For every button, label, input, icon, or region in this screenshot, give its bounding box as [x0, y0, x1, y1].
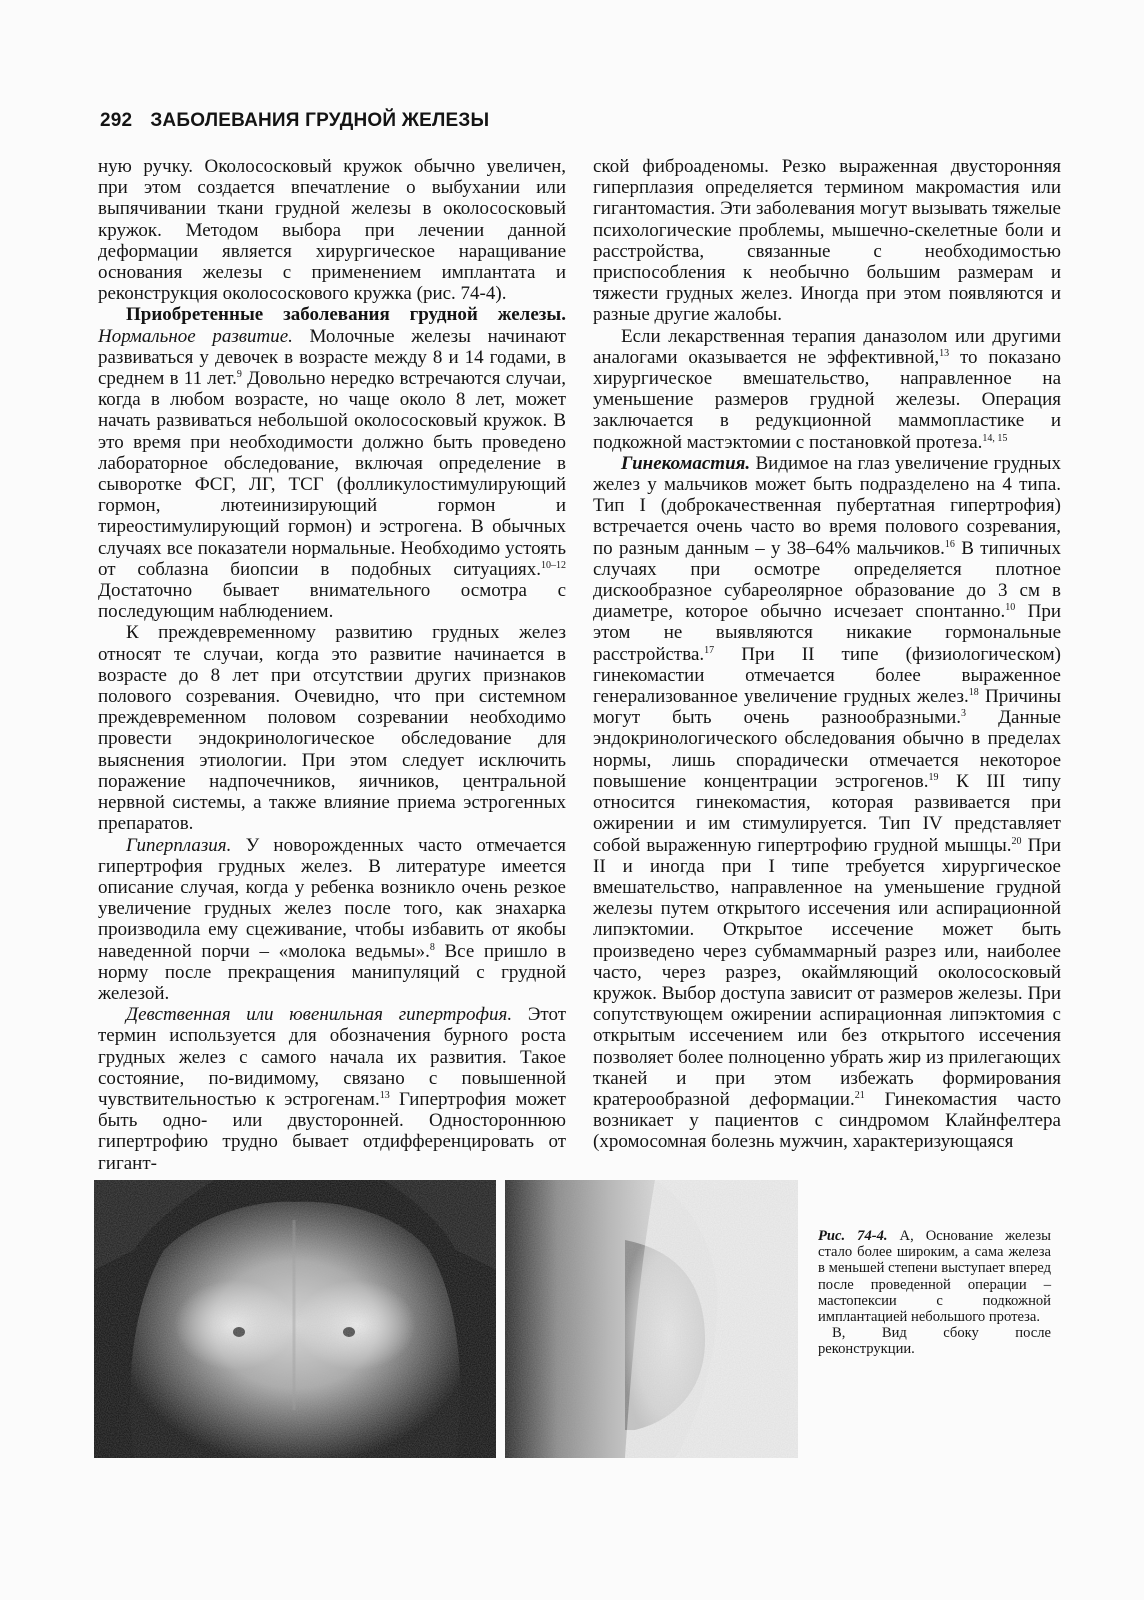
- footnote-ref: 14, 15: [982, 432, 1008, 444]
- paragraph: Гиперплазия. У новорожденных часто отмечается гипертрофия грудных желез. В литературе имеется описание случая, когда у ребенка возникло очень резкое увеличение грудных желез после того, как знахарка производила ему сцеживание, чтобы избавить от якобы наведенной порчи – «молока ведьмы».$^8$ Все пришло в норму после прекращения манипуляций с грудной железой.: [98, 834, 567, 1004]
- subsection-heading: Нормальное развитие.: [98, 325, 293, 347]
- footnote-ref: 21: [854, 1089, 865, 1101]
- footnote-ref: 13: [379, 1089, 390, 1101]
- paragraph: Приобретенные заболевания грудной железы. Нормальное развитие. Молочные железы начинают развиваться у девочек в возрасте между 8 и 14 годами, в среднем в 11 лет.$^9$ Довольно нередко встречаются случаи, когда в любом возрасте, но чаще около 8 лет, может начать развиваться небольшой околососковый кружок. В это время при необходимости должно быть проведено лабораторное обследование, включая определение в сыворотке ФСГ, ЛГ, ТСГ (фолликулостимулирующий гормон, лютеинизирующий гормон и тиреостимулирующий гормон) и эстрогена. В обычных случаях все показатели нормальные. Необходимо устоять от соблазна биопсии в подобных ситуациях.$^{10-12}$ Достаточно бывает внимательного осмотра с последующим наблюдением.: [98, 304, 567, 623]
- footnote-ref: 3: [961, 708, 967, 720]
- figure-label: Рис. 74-4.: [818, 1228, 888, 1244]
- running-header: [100, 110, 489, 132]
- footnote-ref: 18: [968, 687, 979, 699]
- footnote-ref: 13: [939, 347, 950, 359]
- footnote-ref: 10: [1005, 602, 1016, 614]
- subsection-heading: Гиперплазия.: [126, 834, 232, 856]
- paragraph: Гинекомастия. Видимое на глаз увеличение грудных желез у мальчиков может быть подразделено на 4 типа. Тип I (доброкачественная пубертатная гипертрофия) встречается очень часто во время полового созревания, по разным данным – у 38–64% мальчиков.$^{16}$ В типичных случаях при осмотре определяется плотное дискообразное субареолярное образование до 3 см в диаметре, которое обычно исчезает спонтанно.$^{10}$ При этом не выявляются никакие гормональные расстройства.$^{17}$ При II типе (физиологическом) гинекомастии отмечается более выраженное генерализованное увеличение грудных желез.$^{18}$ Причины могут быть очень разнообразными.$^3$ Данные эндокринологического обследования обычно в пределах нормы, лишь спорадически отмечается некоторое повышение концентрации эстрогенов.$^{19}$ К III типу относится гинекомастия, которая развивается при ожирении и им стимулируется. Тип IV представляет собой выраженную гипертрофию грудной мышцы.$^{20}$ При II и иногда при I типе требуется хирургическое вмешательство, направленное на уменьшение грудной железы путем открытого иссечения или аспирационной липэктомии. Открытое иссечение может быть произведено через субмаммарный разрез или, наиболее часто, через разрез, окаймляющий околососковый кружок. Выбор доступа зависит от размеров железы. При сопутствующем ожирении аспирационная липэктомия с открытым иссечением или без открытого иссечения позволяет более полноценно убрать жир из прилегающих тканей и при этом избежать формирования кратерообразной деформации.$^{21}$ Гинекомастия часто возникает у пациентов с синдромом Клайнфелтера (хромосомная болезнь мужчин, характеризующаяся: [593, 452, 1062, 1153]
- footnote-ref: 10–12: [541, 559, 566, 571]
- figure-caption: [818, 1228, 1051, 1358]
- footnote-ref: 16: [944, 538, 955, 550]
- lateral-chest-photo: [505, 1180, 798, 1458]
- section-heading: Приобретенные заболевания грудной железы.: [126, 304, 566, 326]
- paragraph: Если лекарственная терапия даназолом или другими аналогами оказывается не эффективной,$^{13}$ то показано хирургическое вмешательство, направленное на уменьшение размеров грудной железы. Операция заключается в редукционной маммопластике и подкожной мастэктомии с постановкой протеза.$^{14, 15}$: [593, 325, 1061, 453]
- paragraph: ской фиброаденомы. Резко выраженная двусторонняя гиперплазия определяется термином макромастия или гигантомастия. Эти заболевания могут вызывать тяжелые психологические проблемы, мышечно-скелетные боли и расстройства, связанные с необходимостью приспособления к необычно большим размерам и тяжести грудных желез. Иногда при этом появляются и разные другие жалобы.: [593, 156, 1061, 326]
- subsection-heading: Гинекомастия.: [621, 452, 751, 474]
- left-column: [98, 156, 566, 1174]
- subsection-heading: Девственная или ювенильная гипертрофия.: [126, 1004, 513, 1026]
- paragraph: Девственная или ювенильная гипертрофия. Этот термин используется для обозначения бурного роста грудных желез с самого начала их развития. Такое состояние, по-видимому, связано с повышенной чувствительностью к эстрогенам.$^{13}$ Гипертрофия может быть одно- или двусторонней. Одностороннюю гипертрофию трудно бывает отдифференцировать от гигант-: [98, 1004, 566, 1174]
- right-column: [593, 156, 1061, 1153]
- frontal-chest-photo: [94, 1180, 496, 1458]
- footnote-ref: 9: [236, 369, 242, 381]
- paragraph: К преждевременному развитию грудных желез относят те случаи, когда это развитие начинается в возрасте до 8 лет при отсутствии других признаков полового созревания. Очевидно, что при системном преждевременном половом созревании необходимо провести эндокринологическое обследование для выяснения этиологии. При этом следует исключить поражение надпочечников, яичников, центральной нервной системы, а также влияние приема эстрогенных препаратов.: [98, 622, 566, 835]
- caption-text-a: А, Основание железы стало более широким, а сама железа в меньшей степени выступает вперед после проведенной операции – мастопексии с подкожной имплантацией небольшого протеза.: [818, 1228, 1051, 1326]
- running-title: ЗАБОЛЕВАНИЯ ГРУДНОЙ ЖЕЛЕЗЫ: [150, 110, 490, 131]
- page-number: 292: [100, 110, 133, 131]
- footnote-ref: 19: [928, 771, 939, 783]
- caption-text-b: В, Вид сбоку после реконструкции.: [818, 1325, 1051, 1358]
- figure-photo-lateral: [505, 1180, 798, 1458]
- footnote-ref: 17: [704, 644, 715, 656]
- paragraph: ную ручку. Околососковый кружок обычно увеличен, при этом создается впечатление о выбухании или выпячивании ткани грудной железы в околососковый кружок. Методом выбора при лечении данной деформации является хирургическое наращивание основания железы с применением имплантата и реконструкция околососкового кружка (рис. 74-4).: [98, 156, 566, 305]
- figure-photo-frontal: [94, 1180, 496, 1458]
- footnote-ref: 8: [429, 941, 435, 953]
- footnote-ref: 20: [1011, 835, 1022, 847]
